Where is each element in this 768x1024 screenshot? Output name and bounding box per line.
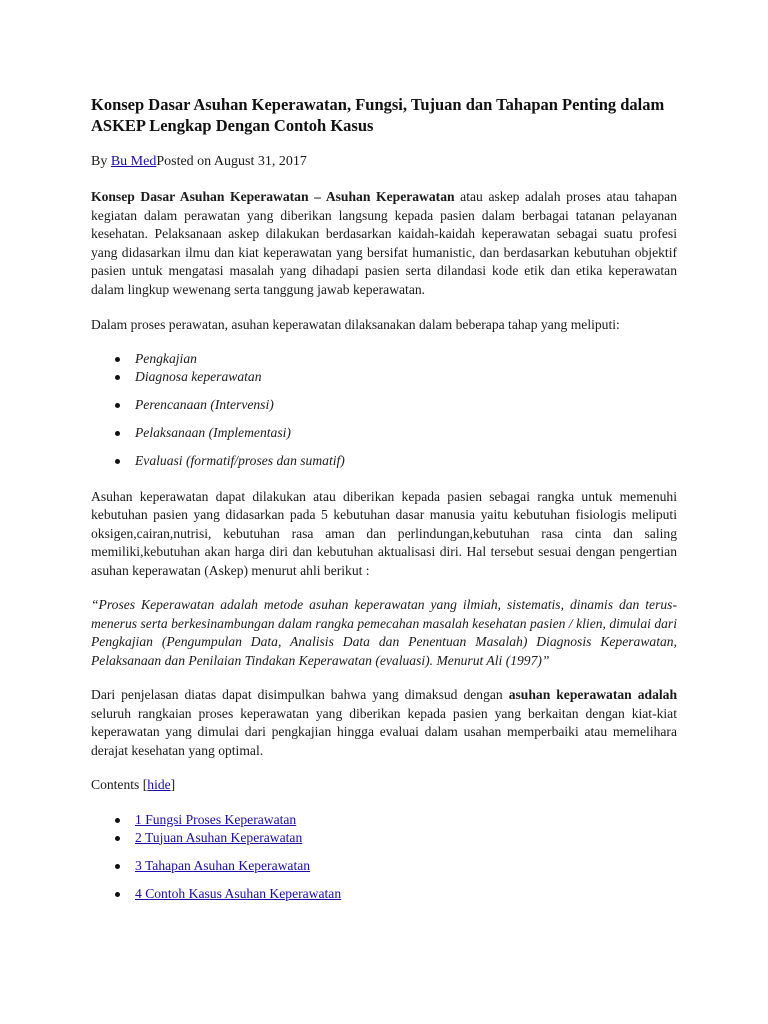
conclusion-paragraph bbox=[91, 686, 677, 760]
intro-paragraph bbox=[91, 188, 677, 299]
byline bbox=[91, 153, 677, 171]
post-date: Posted on August 31, 2017 bbox=[156, 154, 307, 169]
conclusion-before: Dari penjelasan diatas dapat disimpulkan bahwa yang dimaksud dengan bbox=[91, 687, 509, 702]
conclusion-after: seluruh rangkaian proses keperawatan yang diberikan kepada pasien yang berkaitan dengan kiat-kiat keperawatan yang dimulai dari pengkajian hingga evaluai dalam usahan memperbaiki atau memelihara derajat kesehatan yang optimal. bbox=[91, 705, 677, 758]
list-item: Pengkajian bbox=[91, 350, 677, 368]
toc-link-tujuan[interactable]: 2 Tujuan Asuhan Keperawatan bbox=[135, 829, 303, 845]
toc-item bbox=[91, 811, 677, 829]
byline-by: By bbox=[91, 154, 111, 169]
author-link[interactable]: Bu Med bbox=[110, 154, 157, 169]
conclusion-bold: asuhan keperawatan adalah bbox=[508, 687, 678, 702]
list-item: Evaluasi (formatif/proses dan sumatif) bbox=[91, 452, 677, 470]
article-title: Konsep Dasar Asuhan Keperawatan, Fungsi, Tujuan dan Tahapan Penting dalam ASKEP Lengkap Dengan Contoh Kasus bbox=[91, 95, 665, 135]
toc-link-contoh-kasus[interactable]: 4 Contoh Kasus Asuhan Keperawatan bbox=[135, 885, 342, 901]
intro-text: atau askep adalah proses atau tahapan kegiatan dalam perawatan yang diberikan langsung kepada pasien dalam berbagai tatanan pelayanan kesehatan. Pelaksanaan askep dilakukan berdasarkan kaidah-kaidah keperawatan sebagai suatu profesi yang didasarkan ilmu dan kiat keperawatan yang bersifat humanistic, dan berdasarkan kebutuhan objektif pasien untuk mengatasi masalah yang dihadapi pasien serta dilandasi kode etik dan etika keperawatan dalam lingkup wewenang serta tanggung jawab keperawatan. bbox=[91, 189, 677, 297]
list-item: Perencanaan (Intervensi) bbox=[91, 396, 677, 414]
toc-item bbox=[91, 857, 677, 875]
intro-bold: Konsep Dasar Asuhan Keperawatan – Asuhan Keperawatan bbox=[91, 189, 455, 204]
steps-list bbox=[91, 350, 677, 470]
article bbox=[91, 94, 677, 903]
steps-intro: Dalam proses perawatan, asuhan keperawatan dilaksanakan dalam beberapa tahap yang meliputi: bbox=[91, 317, 620, 332]
toc-item bbox=[91, 829, 677, 847]
contents-close-bracket: ] bbox=[170, 777, 176, 792]
toc-link-fungsi[interactable]: 1 Fungsi Proses Keperawatan bbox=[135, 811, 297, 827]
list-item: Diagnosa keperawatan bbox=[91, 368, 677, 386]
toc-link-tahapan[interactable]: 3 Tahapan Asuhan Keperawatan bbox=[135, 857, 311, 873]
contents-label: Contents [ bbox=[91, 777, 148, 792]
list-item: Pelaksanaan (Implementasi) bbox=[91, 424, 677, 442]
table-of-contents bbox=[91, 811, 677, 903]
quote-paragraph: “Proses Keperawatan adalah metode asuhan keperawatan yang ilmiah, sistematis, dinamis dan terus-menerus serta berkesinambungan dalam rangka pemecahan masalah kesehatan pasien / klien, dimulai dari Pengkajian (Pengumpulan Data, Analisis Data dan Penentuan Masalah) Diagnosis Keperawatan, Pelaksanaan dan Penilaian Tindakan Keperawatan (evaluasi). Menurut Ali (1997)” bbox=[91, 597, 677, 668]
contents-header bbox=[91, 776, 677, 795]
toc-item bbox=[91, 885, 677, 903]
contents-hide-toggle[interactable]: hide bbox=[147, 777, 171, 792]
needs-paragraph: Asuhan keperawatan dapat dilakukan atau diberikan kepada pasien sebagai rangka untuk memenuhi kebutuhan pasien yang didasarkan pada 5 kebutuhan dasar manusia yaitu kebutuhan fisiologis meliputi oksigen,cairan,nutrisi, kebutuhan rasa aman dan perlindungan,kebutuhan rasa cinta dan saling memiliki,kebutuhan akan harga diri dan kebutuhan aktualisasi diri. Hal tersebut sesuai dengan pengertian asuhan keperawatan (Askep) menurut ahli berikut : bbox=[91, 488, 677, 578]
